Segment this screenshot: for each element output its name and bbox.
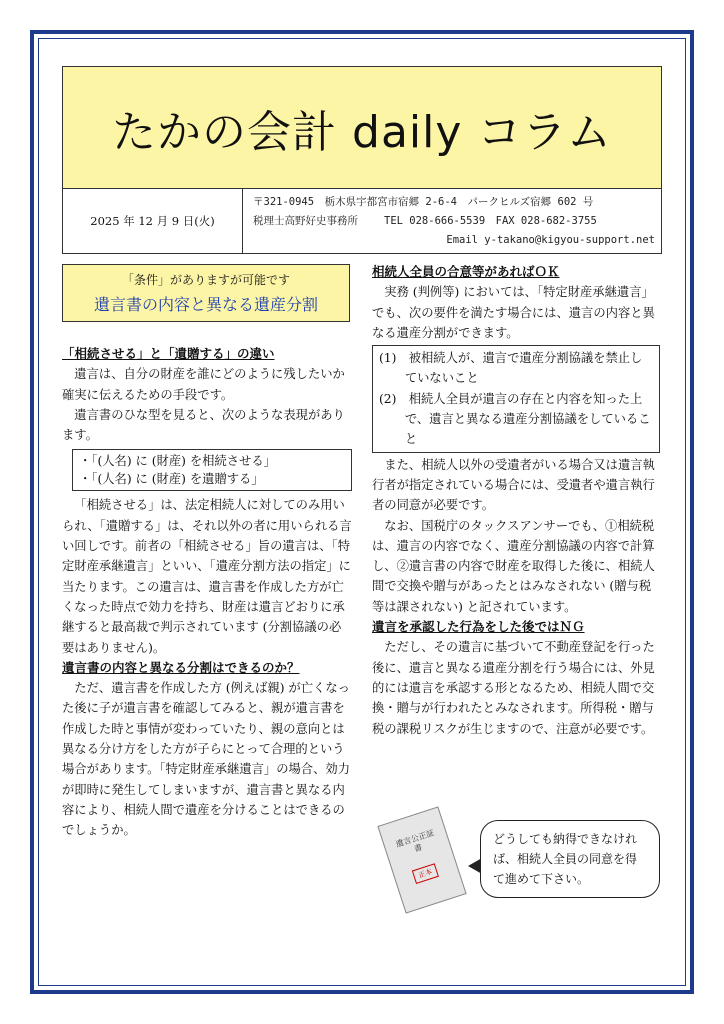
- example-item: ・「(人名) に (財産) を相続させる」: [79, 454, 276, 469]
- office-email: Email y-takano@kigyou-support.net: [446, 234, 655, 246]
- example-box: [72, 449, 352, 491]
- title-banner: [63, 67, 661, 189]
- office-name: 税理士高野好史事務所: [253, 215, 358, 227]
- will-document-icon: [377, 806, 466, 913]
- office-contact: [253, 193, 663, 253]
- paragraph: 「相続させる」は、法定相続人に対してのみ用いられ、「遺贈する」は、それ以外の者に用いられる言い回しです。前者の「相続させる」旨の遺言は、「特定財産承継遺言」といい、「遺産分割方法の指定」に当たります。この遺言は、遺言書を作成した方が亡くなった時点で効力を持ち、財産は遺言どおりに承継すると最高裁で判示されています (分割協議の必要はありません)。: [62, 498, 352, 655]
- original-stamp: 正本: [412, 863, 439, 884]
- speech-bubble: どうしても納得できなければ、相続人全員の同意を得て進めて下さい。: [480, 820, 660, 898]
- example-item: ・「(人名) に (財産) を遺贈する」: [79, 472, 264, 487]
- section-title-ng: 遺言を承認した行為をした後ではＮＧ: [372, 619, 585, 635]
- column-header: [62, 66, 662, 254]
- office-line: [253, 212, 663, 231]
- info-row: [63, 189, 661, 253]
- phone-fax: TEL 028-666-5539 FAX 028-682-3755: [384, 215, 597, 227]
- section-title-ok: 相続人全員の合意等があればＯＫ: [372, 264, 560, 279]
- will-document-label: 遺言公正証書: [394, 828, 436, 854]
- headline-subtitle: 「条件」がありますが可能です: [121, 273, 290, 287]
- right-column: [372, 262, 660, 739]
- condition-item: (2) 相続人全員が遺言の存在と内容を知った上で、遺言と異なる遺産分割協議をしていること: [379, 391, 651, 447]
- paragraph: ただ、遺言書を作成した方 (例えば親) が亡くなった後に子が遺言書を確認してみると、親が遺言書を作成した時と事情が変わっていたり、親の意向とは異なる分け方をした方が子らにとって合理的という場合があります。「特定財産承継遺言」の場合、効力が即時に発生してしまいますが、遺言書と異なる内容により、相続人間で遺産を分けることはできるのでしょうか。: [62, 681, 350, 838]
- section-title-difference: 「相続させる」と「遺贈する」の違い: [62, 346, 275, 361]
- left-column: [62, 264, 352, 841]
- paragraph: また、相続人以外の受遺者がいる場合又は遺言執行者が指定されている場合には、受遺者や遺言執行者の同意が必要です。: [372, 457, 655, 513]
- headline-box: [62, 264, 350, 322]
- headline-title: 遺言書の内容と異なる遺産分割: [93, 295, 318, 314]
- section-title-different-division: 遺言書の内容と異なる分割はできるのか？: [62, 659, 300, 675]
- advice-illustration: [372, 810, 672, 920]
- condition-item: (1) 被相続人が、遺言で遺産分割協議を禁止していないこと: [379, 351, 643, 386]
- paragraph: なお、国税庁のタックスアンサーでも、①相続税は、遺言の内容でなく、遺産分割協議の内容で計算し、②遺言書の内容で財産を取得した後に、相続人間で交換や贈与があったとはみなされない (贈与税等は課されない) と記されています。: [372, 518, 655, 614]
- conditions-box: [372, 345, 660, 452]
- paragraph: 遺言は、自分の財産を誰にどのように残したいか確実に伝えるための手段です。: [62, 367, 345, 402]
- column-title: たかの会計 daily コラム: [112, 106, 612, 158]
- paragraph: ただし、その遺言に基づいて不動産登記を行った後に、遺言と異なる遺産分割を行う場合には、外見的には遺言を承認する形となるため、相続人間で交換・贈与が行われたとみなされます。所得税・贈与税の課税リスクが生じますので、注意が必要です。: [372, 640, 655, 736]
- office-address: 〒321-0945 栃木県宇都宮市宿郷 2-6-4 パークヒルズ宿郷 602 号: [253, 196, 594, 208]
- paragraph: 遺言書のひな型を見ると、次のような表現があります。: [62, 407, 345, 443]
- paragraph: 実務 (判例等) においては、「特定財産承継遺言」でも、次の要件を満たす場合には、遺言の内容と異なる遺産分割ができます。: [372, 285, 655, 340]
- issue-date: 2025 年 12 月 9 日(火): [63, 189, 243, 253]
